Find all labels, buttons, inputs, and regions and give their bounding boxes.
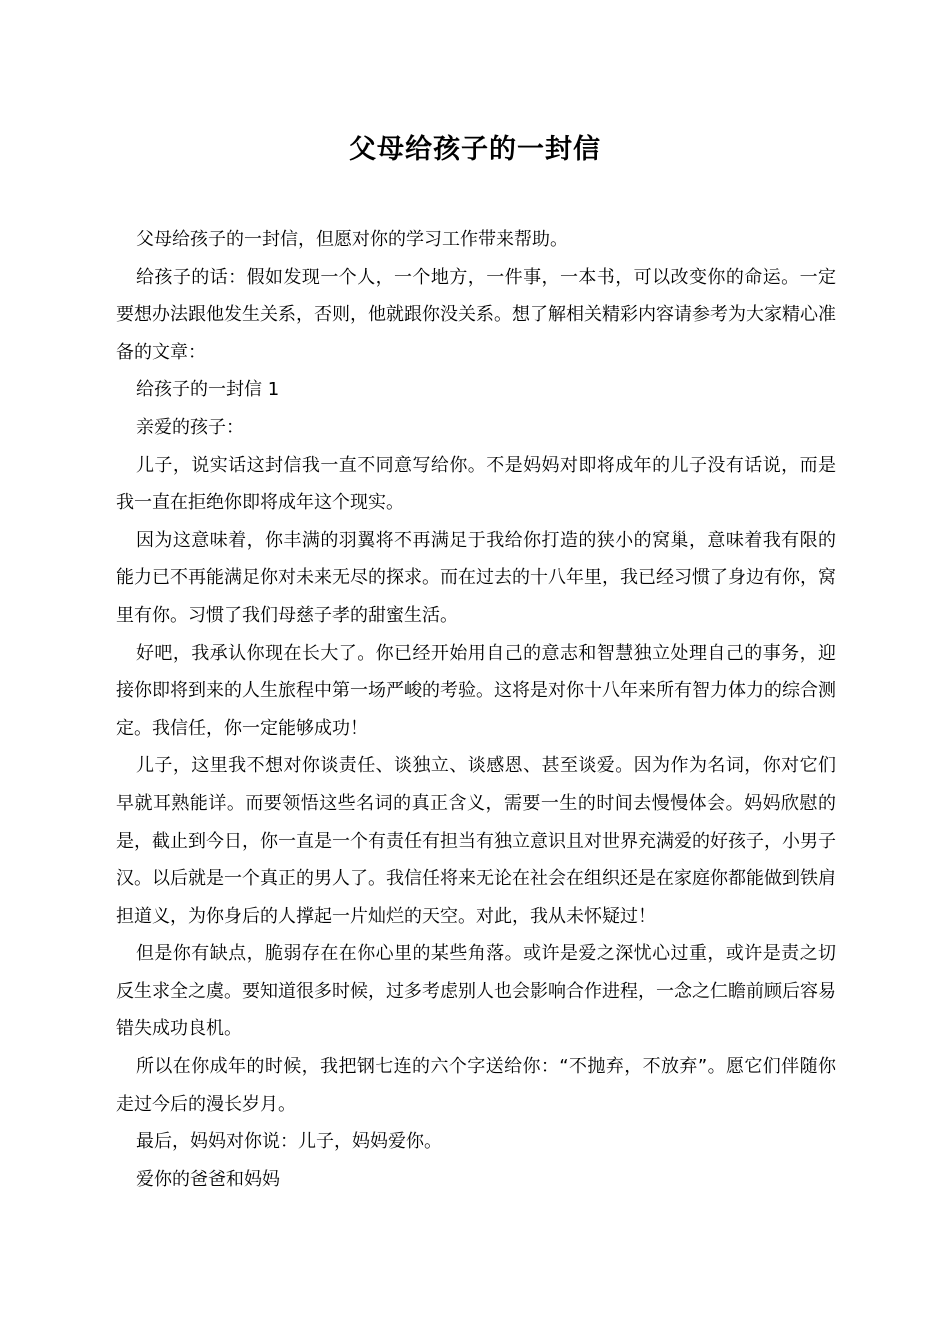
paragraph-signature: 爱你的爸爸和妈妈: [136, 1168, 280, 1190]
paragraph-letter-heading: 给孩子的一封信 1: [136, 379, 280, 401]
paragraph-advice: 给孩子的话：假如发现一个人，一个地方，一件事，一本书，可以改变你的命运。一定要想办法跟他发生关系，否则，他就跟你没关系。想了解相关精彩内容请参考为大家精心准备的文章：: [116, 266, 836, 363]
paragraph-intro: 父母给孩子的一封信，但愿对你的学习工作带来帮助。: [136, 229, 568, 250]
paragraph-body: 儿子，说实话这封信我一直不同意写给你。不是妈妈对即将成年的儿子没有话说，而是我一直在拒绝你即将成年这个现实。: [116, 454, 836, 514]
paragraph-body: 所以在你成年的时候，我把钢七连的六个字送给你：“不抛弃，不放弃”。愿它们伴随你走过今后的漫长岁月。: [116, 1056, 836, 1115]
paragraph-body: 但是你有缺点，脆弱存在在你心里的某些角落。或许是爱之深忧心过重，或许是责之切反生求全之虞。要知道很多时候，过多考虑别人也会影响合作进程，一念之仁瞻前顾后容易错失成功良机。: [116, 943, 836, 1040]
paragraph-body: 儿子，这里我不想对你谈责任、谈独立、谈感恩、甚至谈爱。因为作为名词，你对它们早就耳熟能详。而要领悟这些名词的真正含义，需要一生的时间去慢慢体会。妈妈欣慰的是，截止到今日，你一直是一个有责任有担当有独立意识且对世界充满爱的好孩子，小男子汉。以后就是一个真正的男人了。我信任将来无论在社会在组织还是在家庭你都能做到铁肩担道义，为你身后的人撑起一片灿烂的天空。对此，我从未怀疑过！: [116, 755, 836, 927]
document-title: 父母给孩子的一封信: [349, 134, 601, 165]
paragraph-salutation: 亲爱的孩子：: [136, 416, 244, 438]
paragraph-body: 好吧，我承认你现在长大了。你已经开始用自己的意志和智慧独立处理自己的事务，迎接你即将到来的人生旅程中第一场严峻的考验。这将是对你十八年来所有智力体力的综合测定。我信任，你一定能够成功！: [116, 642, 836, 739]
paragraph-closing: 最后，妈妈对你说：儿子，妈妈爱你。: [136, 1131, 442, 1153]
paragraph-body: 因为这意味着，你丰满的羽翼将不再满足于我给你打造的狭小的窝巢，意味着我有限的能力已不再能满足你对未来无尽的探求。而在过去的十八年里，我已经习惯了身边有你，窝里有你。习惯了我们母慈子孝的甜蜜生活。: [116, 529, 836, 626]
document-body: [116, 221, 836, 1198]
